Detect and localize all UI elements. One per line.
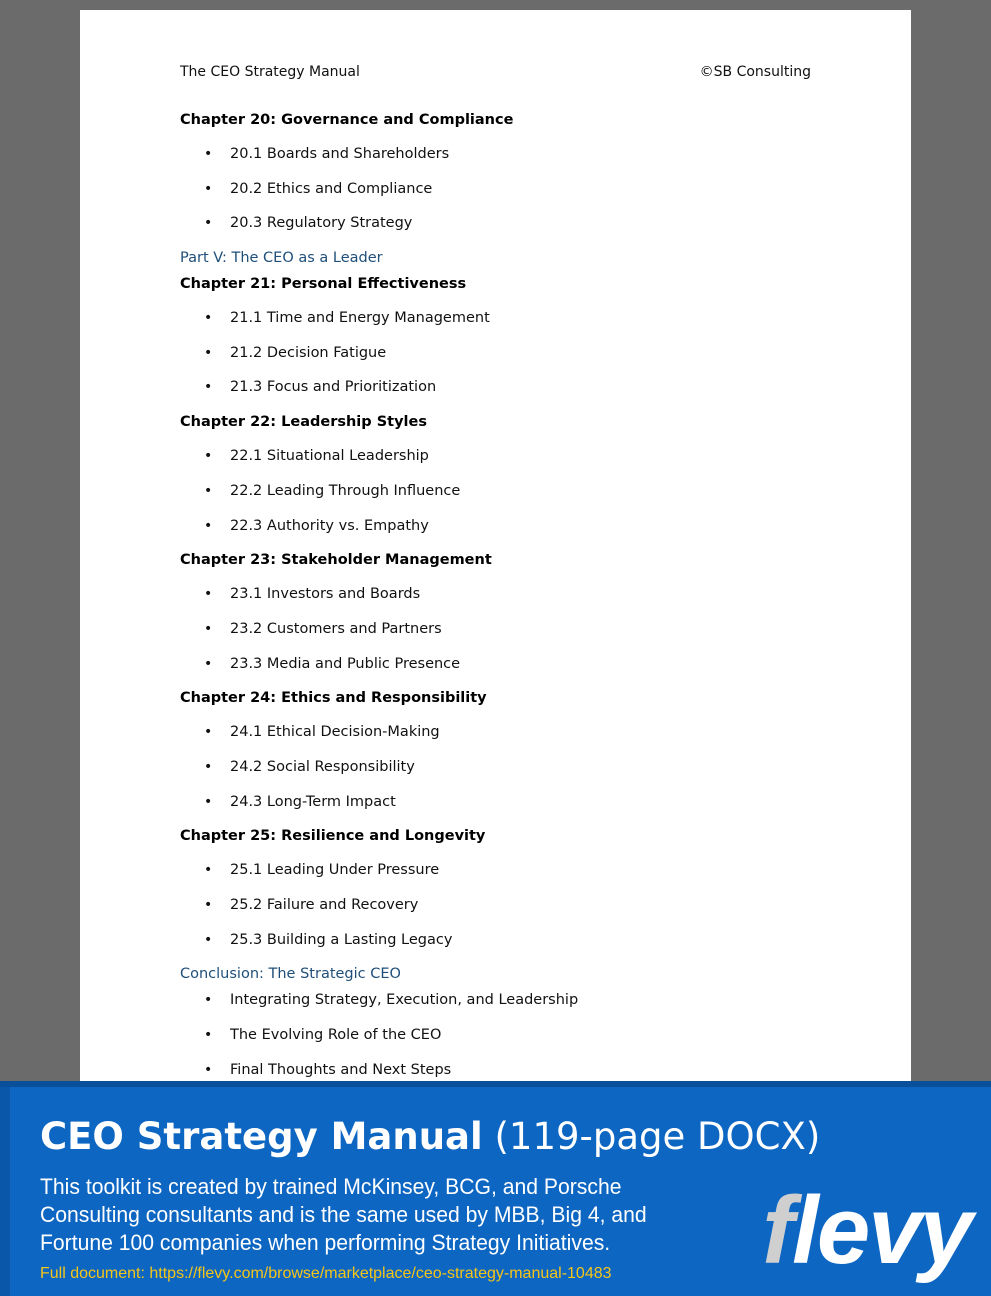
section-list — [180, 446, 811, 550]
list-item: • 21.1 Time and Energy Management — [180, 308, 811, 343]
list-item: • Integrating Strategy, Execution, and Leadership — [180, 990, 811, 1025]
flevy-logo — [762, 1177, 971, 1284]
chapter-heading: Chapter 24: Ethics and Responsibility — [180, 690, 487, 707]
list-item: • 25.1 Leading Under Pressure — [180, 860, 811, 895]
full-document-link[interactable]: Full document: https://flevy.com/browse/marketplace/ceo-strategy-manual-10483 — [40, 1265, 612, 1282]
chapter-heading: Chapter 25: Resilience and Longevity — [180, 828, 486, 845]
banner-description: This toolkit is created by trained McKinsey, BCG, and Porsche Consulting consultants and is the same used by MBB, Big 4, and Fortune 100 companies when performing Strategy Initiatives. — [40, 1174, 647, 1255]
section-list — [180, 144, 811, 248]
list-item: • 22.2 Leading Through Influence — [180, 481, 811, 516]
chapter-heading: Chapter 20: Governance and Compliance — [180, 112, 514, 128]
section-list — [180, 584, 811, 688]
list-item: • 22.3 Authority vs. Empathy — [180, 516, 811, 551]
list-item: • 24.1 Ethical Decision-Making — [180, 722, 811, 757]
banner-accent-stripe — [0, 1087, 10, 1296]
list-item: • 20.1 Boards and Shareholders — [180, 144, 811, 179]
chapter-heading: Chapter 22: Leadership Styles — [180, 414, 427, 431]
list-item: • 23.1 Investors and Boards — [180, 584, 811, 619]
list-item: • Final Thoughts and Next Steps — [180, 1060, 811, 1090]
list-item: • 23.3 Media and Public Presence — [180, 654, 811, 689]
list-item: • 21.3 Focus and Prioritization — [180, 377, 811, 412]
section-list — [180, 722, 811, 826]
banner-title-format: (119-page DOCX) — [494, 1115, 821, 1158]
list-item: • 25.3 Building a Lasting Legacy — [180, 930, 811, 965]
list-item: • 23.2 Customers and Partners — [180, 619, 811, 654]
table-of-contents — [180, 110, 811, 1090]
list-item: • The Evolving Role of the CEO — [180, 1025, 811, 1060]
document-page — [80, 10, 911, 1090]
header-title: The CEO Strategy Manual — [180, 64, 360, 80]
header-copyright: ©SB Consulting — [699, 64, 811, 80]
banner-title-main: CEO Strategy Manual — [40, 1115, 483, 1158]
section-list — [180, 990, 811, 1090]
banner-title — [40, 1115, 820, 1158]
list-item: • 22.1 Situational Leadership — [180, 446, 811, 481]
page-header — [180, 64, 811, 84]
section-list — [180, 860, 811, 964]
part-heading: Conclusion: The Strategic CEO — [180, 966, 401, 983]
promo-banner — [0, 1081, 991, 1296]
list-item: • 24.2 Social Responsibility — [180, 757, 811, 792]
list-item: • 24.3 Long-Term Impact — [180, 792, 811, 827]
logo-rest: levy — [792, 1177, 971, 1284]
chapter-heading: Chapter 21: Personal Effectiveness — [180, 276, 467, 293]
section-list — [180, 308, 811, 412]
logo-f: f — [762, 1177, 793, 1284]
list-item: • 25.2 Failure and Recovery — [180, 895, 811, 930]
chapter-heading: Chapter 23: Stakeholder Management — [180, 552, 492, 569]
list-item: • 20.3 Regulatory Strategy — [180, 213, 811, 248]
list-item: • 21.2 Decision Fatigue — [180, 343, 811, 378]
part-heading: Part V: The CEO as a Leader — [180, 250, 383, 267]
list-item: • 20.2 Ethics and Compliance — [180, 179, 811, 214]
